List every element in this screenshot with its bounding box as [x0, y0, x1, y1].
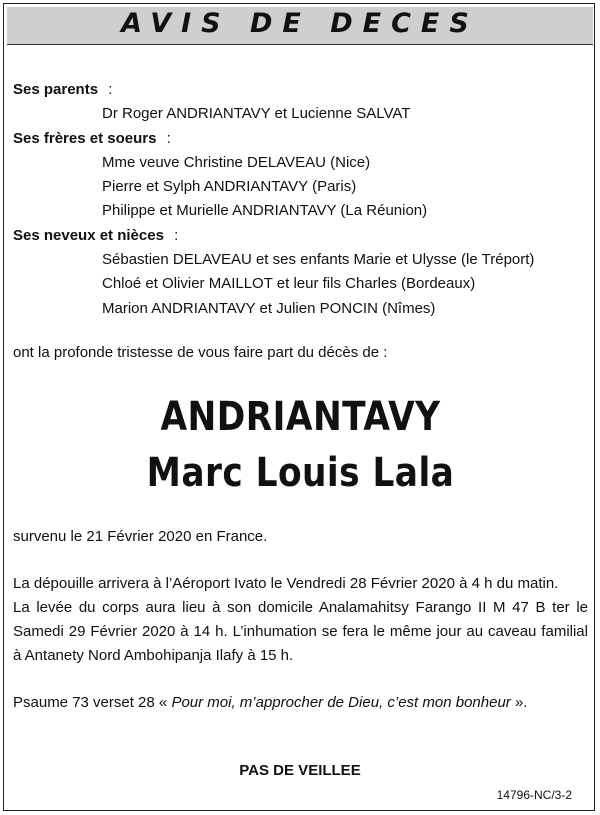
nephew-entry: Marion ANDRIANTAVY et Julien PONCIN (Nîmes): [102, 299, 436, 317]
nephew-entry: Sébastien DELAVEAU et ses enfants Marie et Ulysse (le Tréport): [102, 251, 535, 269]
parent-entry: Dr Roger ANDRIANTAVY et Lucienne SALVAT: [102, 105, 411, 123]
arrival-info: La dépouille arrivera à l’Aéroport Ivato le Vendredi 28 Février 2020 à 4 h du matin.: [13, 574, 559, 592]
parents-section: [13, 78, 588, 127]
psalm-closing: ».: [514, 693, 528, 711]
siblings-colon: :: [166, 129, 171, 147]
announcement-text: ont la profonde tristesse de vous faire part du décès de :: [13, 343, 388, 361]
psalm-reference: Psaume 73 verset 28 «: [13, 693, 168, 711]
psalm-line: [13, 691, 588, 715]
header-band: [7, 7, 593, 45]
nephew-entry: Chloé et Olivier MAILLOT et leur fils Charles (Bordeaux): [102, 275, 476, 293]
nephews-label: Ses neveux et nièces: [13, 226, 164, 244]
death-info: survenu le 21 Février 2020 en France.: [13, 528, 268, 546]
no-wake-note: PAS DE VEILLEE: [239, 762, 361, 779]
sibling-entry: Philippe et Murielle ANDRIANTAVY (La Réunion): [102, 202, 428, 220]
deceased-given-names: Marc Louis Lala: [146, 450, 455, 497]
sibling-entry: Mme veuve Christine DELAVEAU (Nice): [102, 153, 371, 171]
psalm-quote: Pour moi, m’approcher de Dieu, c’est mon bonheur: [171, 693, 511, 711]
siblings-section: [13, 127, 588, 224]
parents-label: Ses parents: [13, 81, 99, 98]
nephews-section: [13, 224, 588, 321]
parents-colon: :: [108, 81, 113, 98]
nephews-colon: :: [174, 226, 179, 244]
nephews-heading: [13, 224, 588, 248]
page-title: AVIS DE DECES: [121, 8, 479, 39]
deceased-name-block: [13, 389, 588, 501]
siblings-heading: [13, 127, 588, 151]
deceased-surname: ANDRIANTAVY: [160, 394, 441, 441]
parents-heading: [13, 78, 588, 102]
sibling-entry: Pierre et Sylph ANDRIANTAVY (Paris): [102, 178, 357, 196]
reference-number: 14796-NC/3-2: [496, 788, 572, 802]
siblings-label: Ses frères et soeurs: [13, 129, 157, 147]
ceremony-info: La levée du corps aura lieu à son domicile Analamahitsy Farango II M 47 B ter le Samedi 29 Février 2020 à 14 h. L’inhumation se fera le même jour au caveau familial à Antanety Nord Ambohipanja Ilafy à 15 h.: [13, 598, 588, 665]
notice-content: [13, 78, 588, 715]
